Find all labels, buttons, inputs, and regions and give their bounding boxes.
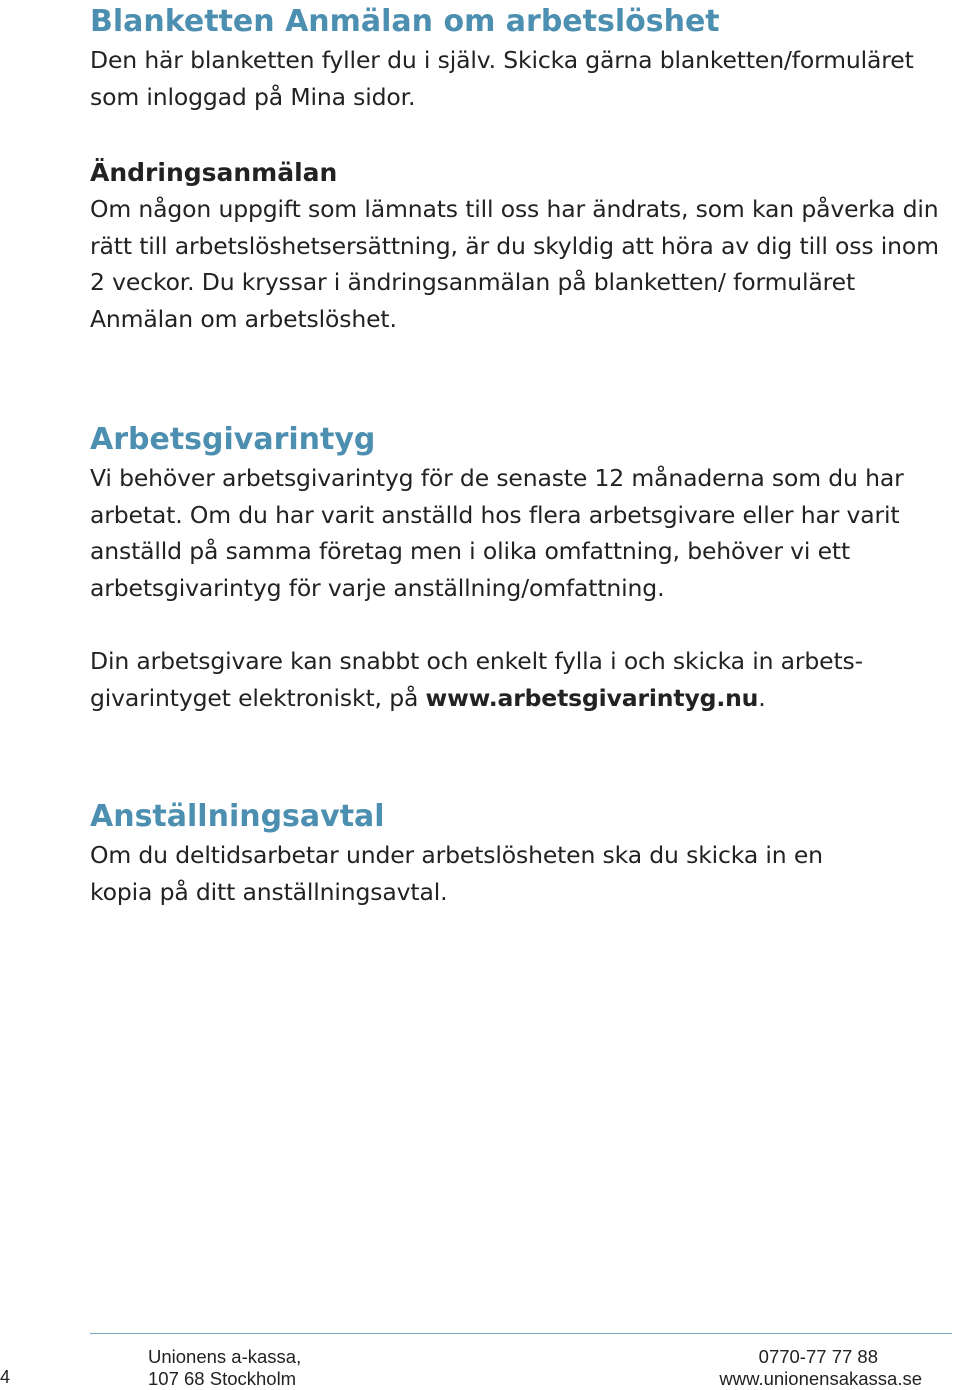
footer-address [148,1346,301,1390]
section-title: Arbetsgivarintyg [90,422,376,457]
footer-phone: 0770-77 77 88 [758,1346,878,1367]
footer-postal-address: 107 68 Stockholm [148,1368,297,1389]
body2-text: Din arbetsgivare kan snabbt och enkelt fylla i och skicka in arbets-givarintyget elektroniskt, på [90,647,863,712]
arbetsgivarintyg-link[interactable]: www.arbetsgivarintyg.nu [425,683,759,712]
page-number: 4 [0,1367,11,1387]
body2-suffix: . [758,683,766,712]
section-body: Den här blanketten fyller du i själv. Skicka gärna blanketten/formuläret som inloggad på Mina sidor. [90,46,914,111]
footer-website[interactable]: www.unionensakassa.se [719,1368,922,1389]
section-arbetsgivarintyg [90,420,930,606]
section-body-2 [90,643,918,716]
section-body: Om någon uppgift som lämnats till oss har ändrats, som kan påverka din rätt till arbetslöshetsersättning, är du skyldig att höra av dig till oss inom 2 veckor. Du kryssar i ändringsanmälan på blanketten/ formuläret Anmälan om arbetslöshet. [90,195,939,333]
section-blanketten [90,2,945,115]
footer-divider [90,1333,952,1334]
footer-org-name: Unionens a-kassa, [148,1346,302,1367]
section-andringsanmalan [90,154,948,337]
section-arbetsgivarintyg-note [90,643,918,716]
section-title: Blanketten Anmälan om arbetslöshet [90,4,720,39]
footer-contact [719,1346,922,1390]
section-body: Om du deltidsarbetar under arbetslösheten ska du skicka in en kopia på ditt anställningsavtal. [90,841,823,906]
section-body: Vi behöver arbetsgivarintyg för de senaste 12 månaderna som du har arbetat. Om du har varit anställd hos flera arbetsgivare eller har varit anställd på samma företag men i olika omfattning, behöver vi ett arbetsgivarintyg för varje anställning/omfattning. [90,464,904,602]
section-anstallningsavtal [90,797,890,910]
section-title: Anställningsavtal [90,799,385,834]
section-title: Ändringsanmälan [90,158,338,187]
